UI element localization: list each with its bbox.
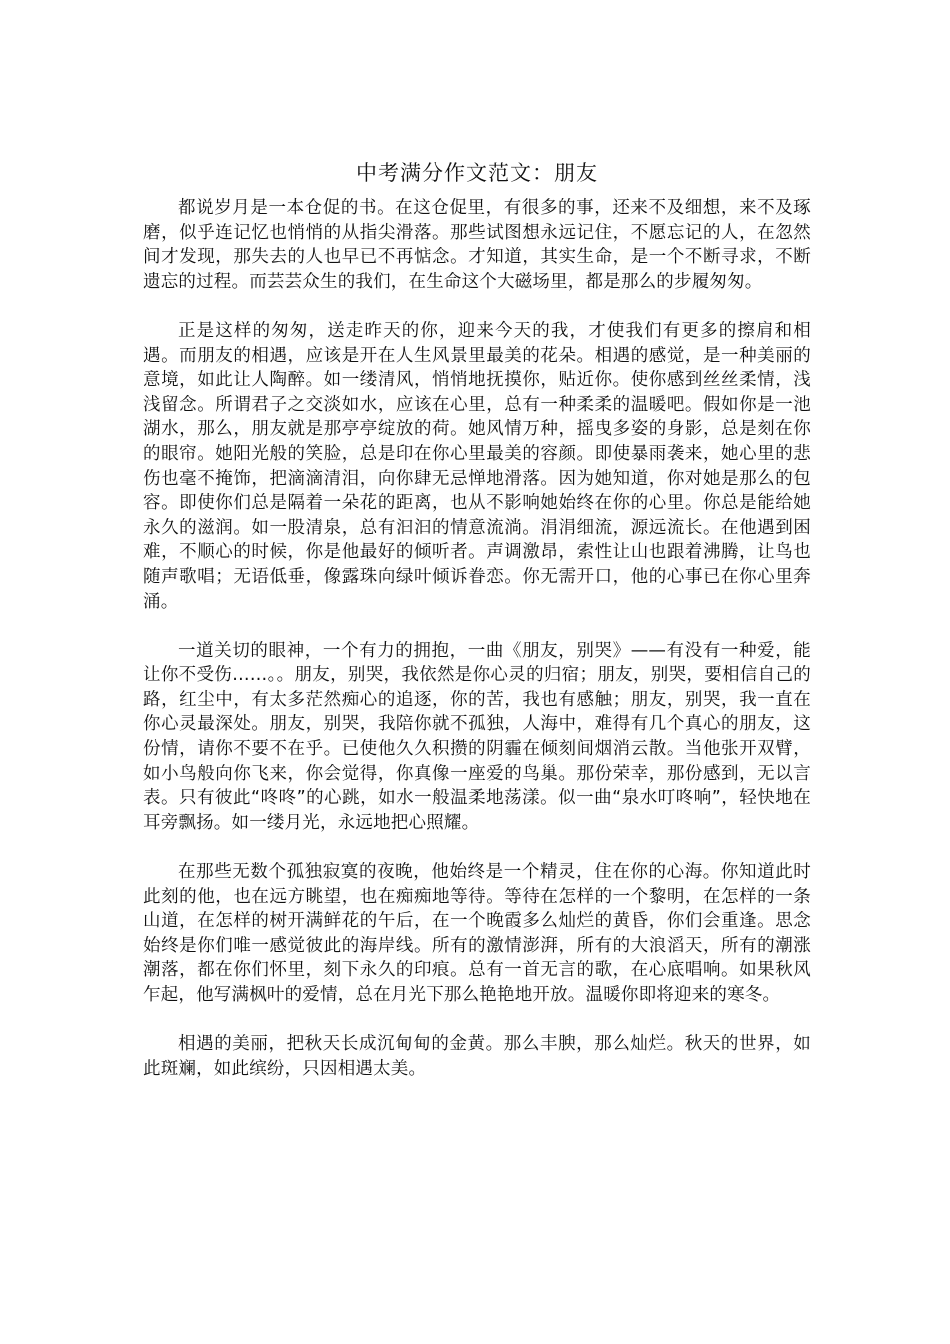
paragraph-2: 正是这样的匆匆，送走昨天的你，迎来今天的我，才使我们有更多的擦肩和相遇。而朋友的相遇，应该是开在人生风景里最美的花朵。相遇的感觉，是一种美丽的意境，如此让人陶醉。如一缕清风，悄悄地抚摸你，贴近你。使你感到丝丝柔情，浅浅留念。所谓君子之交淡如水，应该在心里，总有一种柔柔的温暖吧。假如你是一池湖水，那么，朋友就是那亭亭绽放的荷。她风情万种，摇曳多姿的身影，总是刻在你的眼帘。她阳光般的笑脸，总是印在你心里最美的容颜。即使暴雨袭来，她心里的悲伤也毫不掩饰，把滴滴清泪，向你肆无忌惮地滑落。因为她知道，你对她是那么的包容。即使你们总是隔着一朵花的距离，也从不影响她始终在你的心里。你总是能给她永久的滋润。如一股清泉，总有汩汩的情意流淌。涓涓细流，源远流长。在他遇到困难，不顺心的时候，你是他最好的倾听者。声调激昂，索性让山也跟着沸腾，让鸟也随声歌唱；无语低垂，像露珠向绿叶倾诉眷恋。你无需开口，他的心事已在你心里奔涌。 bbox=[143, 320, 811, 612]
paragraph-5: 相遇的美丽，把秋天长成沉甸甸的金黄。那么丰腴，那么灿烂。秋天的世界，如此斑斓，如此缤纷，只因相遇太美。 bbox=[143, 1034, 811, 1079]
document-title: 中考满分作文范文：朋友 bbox=[356, 161, 598, 185]
paragraph-3: 一道关切的眼神，一个有力的拥抱，一曲《朋友，别哭》——有没有一种爱，能让你不受伤……。。朋友，别哭，我依然是你心灵的归宿；朋友，别哭，要相信自己的路，红尘中，有太多茫然痴心的追逐，你的苦，我也有感触；朋友，别哭，我一直在你心灵最深处。朋友，别哭，我陪你就不孤独，人海中，难得有几个真心的朋友，这份情，请你不要不在乎。已使他久久积攒的阴霾在倾刻间烟消云散。当他张开双臂，如小鸟般向你飞来，你会觉得，你真像一座爱的鸟巢。那份荣幸，那份感到，无以言表。只有彼此“咚咚”的心跳，如水一般温柔地荡漾。似一曲“泉水叮咚响”，轻快地在耳旁飘扬。如一缕月光，永远地把心照耀。 bbox=[143, 640, 811, 833]
paragraph-4: 在那些无数个孤独寂寞的夜晚，他始终是一个精灵，住在你的心海。你知道此时此刻的他，也在远方眺望，也在痴痴地等待。等待在怎样的一个黎明，在怎样的一条山道，在怎样的树开满鲜花的午后，在一个晚霞多么灿烂的黄昏，你们会重逢。思念始终是你们唯一感觉彼此的海岸线。所有的激情澎湃，所有的大浪滔天，所有的潮涨潮落，都在你们怀里，刻下永久的印痕。总有一首无言的歌，在心底唱响。如果秋风乍起，他写满枫叶的爱情，总在月光下那么艳艳地开放。温暖你即将迎来的寒冬。 bbox=[143, 862, 811, 1005]
paragraph-1: 都说岁月是一本仓促的书。在这仓促里，有很多的事，还来不及细想，来不及琢磨，似乎连记忆也悄悄的从指尖滑落。那些试图想永远记住，不愿忘记的人，在忽然间才发现，那失去的人也早已不再惦念。才知道，其实生命，是一个不断寻求，不断遗忘的过程。而芸芸众生的我们，在生命这个大磁场里，都是那么的步履匆匆。 bbox=[143, 198, 811, 292]
document-page bbox=[143, 158, 811, 1106]
